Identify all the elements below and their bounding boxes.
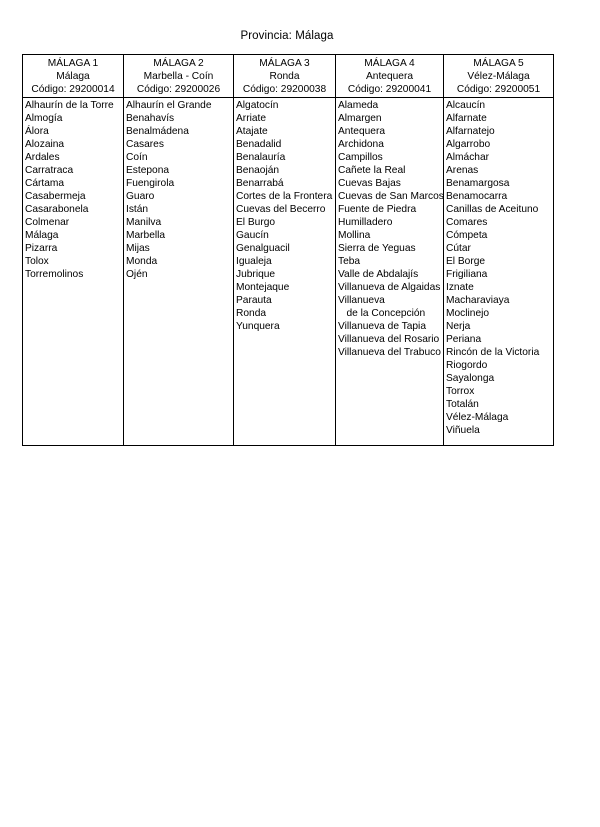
town-item: Atajate: [236, 126, 268, 137]
town-item: Villanueva: [338, 295, 385, 306]
town-item: Alcaucín: [446, 100, 486, 111]
town-item: Gaucín: [236, 230, 269, 241]
district-seat: Ronda: [269, 71, 300, 82]
town-item: Marbella: [126, 230, 166, 241]
town-list: [126, 99, 231, 281]
town-item: Monda: [126, 256, 158, 267]
town-item: Casabermeja: [25, 191, 86, 202]
town-item: Istán: [126, 204, 149, 215]
town-item: Álora: [25, 126, 49, 137]
town-item: Yunquera: [236, 321, 280, 332]
town-item: Periana: [446, 334, 482, 345]
district-header-3: [234, 55, 336, 98]
town-item: Sayalonga: [446, 373, 495, 384]
town-item: Parauta: [236, 295, 272, 306]
town-item: Vélez-Málaga: [446, 412, 509, 423]
town-item: Algatocín: [236, 100, 279, 111]
town-item: Cuevas de San Marcos: [338, 191, 444, 202]
town-item: Ronda: [236, 308, 267, 319]
town-item: Alfarnatejo: [446, 126, 495, 137]
district-towns-cell-2: [124, 98, 234, 446]
district-towns-cell-3: [234, 98, 336, 446]
town-item: Tolox: [25, 256, 49, 267]
town-item: Alozaina: [25, 139, 65, 150]
district-header-2: [124, 55, 234, 98]
town-item: Fuengirola: [126, 178, 175, 189]
town-item: Frigiliana: [446, 269, 488, 280]
town-item: Estepona: [126, 165, 170, 176]
town-item: Igualeja: [236, 256, 272, 267]
town-item: Torremolinos: [25, 269, 84, 280]
town-item: Cuevas Bajas: [338, 178, 401, 189]
district-name: MÁLAGA 2: [153, 58, 204, 69]
town-item: Málaga: [25, 230, 59, 241]
district-code: Código: 29200026: [136, 84, 221, 95]
town-item: Coín: [126, 152, 148, 163]
town-item: Macharaviaya: [446, 295, 510, 306]
town-item: El Burgo: [236, 217, 276, 228]
town-item: Moclinejo: [446, 308, 490, 319]
district-name: MÁLAGA 3: [259, 58, 310, 69]
district-seat: Marbella - Coín: [143, 71, 214, 82]
district-seat: Antequera: [365, 71, 413, 82]
town-item: Benalmádena: [126, 126, 189, 137]
town-item: Casares: [126, 139, 164, 150]
town-item: Cómpeta: [446, 230, 488, 241]
district-seat: Vélez-Málaga: [467, 71, 530, 82]
town-item: Mollina: [338, 230, 371, 241]
town-item: Comares: [446, 217, 488, 228]
page-title: Provincia: Málaga: [240, 30, 334, 42]
district-towns-cell-1: [23, 98, 124, 446]
town-item: Colmenar: [25, 217, 70, 228]
town-item: Alfarnate: [446, 113, 487, 124]
town-item: Alameda: [338, 100, 379, 111]
towns-row: [23, 98, 554, 446]
town-item: Valle de Abdalajís: [338, 269, 419, 280]
town-item: Pizarra: [25, 243, 58, 254]
town-item: Genalguacil: [236, 243, 290, 254]
town-item: Benahavís: [126, 113, 175, 124]
district-code: Código: 29200014: [31, 84, 115, 95]
town-item: Carratraca: [25, 165, 74, 176]
town-item: Campillos: [338, 152, 383, 163]
town-item: Fuente de Piedra: [338, 204, 417, 215]
town-item: Humilladero: [338, 217, 393, 228]
town-item: Benamocarra: [446, 191, 508, 202]
town-item: Algarrobo: [446, 139, 491, 150]
district-seat: Málaga: [56, 71, 90, 82]
town-item: Archidona: [338, 139, 384, 150]
town-item: Jubrique: [236, 269, 276, 280]
town-item: Canillas de Aceituno: [446, 204, 539, 215]
town-item: Iznate: [446, 282, 474, 293]
town-item: Almogía: [25, 113, 63, 124]
district-name: MÁLAGA 1: [47, 58, 99, 69]
town-item: Arenas: [446, 165, 479, 176]
town-item: Torrox: [446, 386, 475, 397]
district-towns-cell-5: [444, 98, 554, 446]
district-header-4: [336, 55, 444, 98]
town-item: Rincón de la Victoria: [446, 347, 540, 358]
town-item: Mijas: [126, 243, 150, 254]
town-item: Nerja: [446, 321, 471, 332]
town-item: El Borge: [446, 256, 486, 267]
town-item: Cuevas del Becerro: [236, 204, 326, 215]
district-name: MÁLAGA 4: [364, 58, 415, 69]
district-header-5: [444, 55, 554, 98]
town-item: Ojén: [126, 269, 148, 280]
town-item: Sierra de Yeguas: [338, 243, 416, 254]
town-item: Riogordo: [446, 360, 488, 371]
town-item: Villanueva de Tapia: [338, 321, 426, 332]
town-item: Manilva: [126, 217, 162, 228]
town-item: Cártama: [25, 178, 65, 189]
town-item: Arriate: [236, 113, 267, 124]
district-code: Código: 29200051: [456, 84, 541, 95]
town-item: Guaro: [126, 191, 155, 202]
town-list: [338, 99, 444, 359]
town-item: Almáchar: [446, 152, 490, 163]
town-list: [25, 99, 121, 281]
town-item: Montejaque: [236, 282, 290, 293]
town-item: Alhaurín el Grande: [126, 100, 212, 111]
town-list: [446, 99, 551, 437]
town-item: Benalauría: [236, 152, 286, 163]
town-item: Cortes de la Frontera: [236, 191, 333, 202]
town-item: Almargen: [338, 113, 382, 124]
town-item: de la Concepción: [338, 308, 426, 319]
district-name: MÁLAGA 5: [473, 58, 524, 69]
town-item: Alhaurín de la Torre: [25, 100, 114, 111]
district-code: Código: 29200041: [347, 84, 432, 95]
town-item: Benadalid: [236, 139, 282, 150]
town-item: Benarrabá: [236, 178, 284, 189]
town-item: Villanueva del Rosario: [338, 334, 440, 345]
town-item: Totalán: [446, 399, 479, 410]
town-item: Benaoján: [236, 165, 280, 176]
town-item: Cútar: [446, 243, 471, 254]
town-item: Ardales: [25, 152, 60, 163]
district-header-1: [23, 55, 124, 98]
districts-table: [22, 54, 554, 446]
town-item: Casarabonela: [25, 204, 89, 215]
town-item: Viñuela: [446, 425, 480, 436]
town-list: [236, 99, 333, 333]
district-towns-cell-4: [336, 98, 444, 446]
town-item: Benamargosa: [446, 178, 510, 189]
town-item: Cañete la Real: [338, 165, 406, 176]
town-item: Teba: [338, 256, 361, 267]
town-item: Antequera: [338, 126, 386, 137]
district-code: Código: 29200038: [242, 84, 327, 95]
town-item: Villanueva de Algaidas: [338, 282, 441, 293]
town-item: Villanueva del Trabuco: [338, 347, 441, 358]
header-row: [23, 55, 554, 98]
